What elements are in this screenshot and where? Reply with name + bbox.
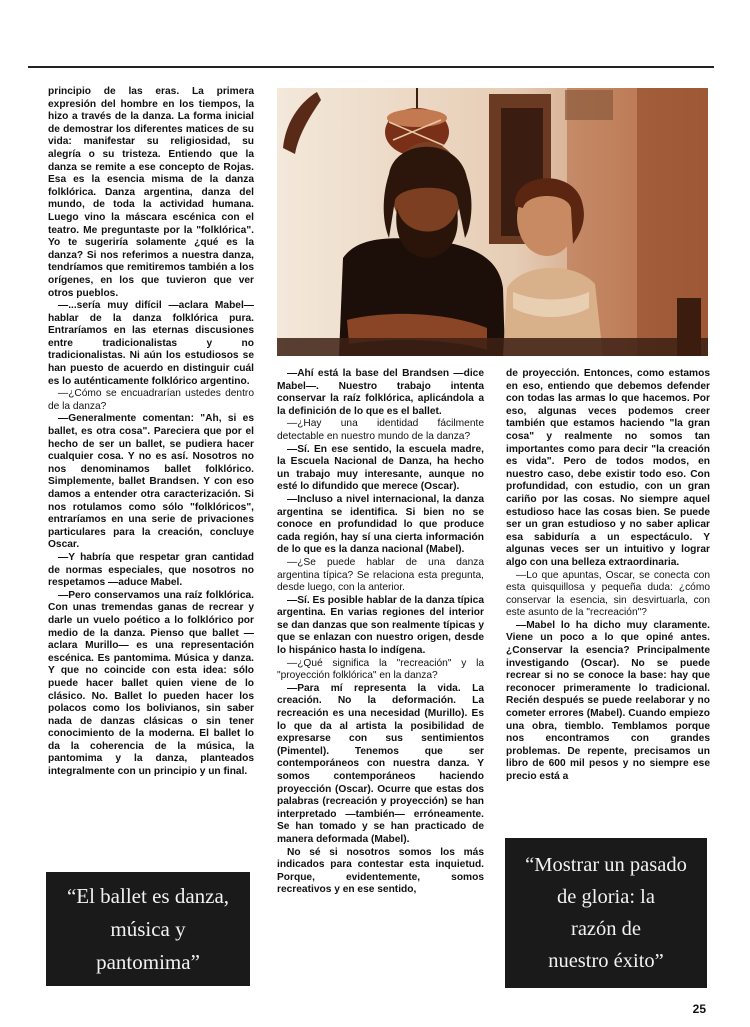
photo-image: [277, 88, 708, 356]
pull-quote-line: “El ballet es danza,: [66, 883, 230, 908]
pull-quote-line: nuestro éxito”: [548, 950, 664, 972]
paragraph: —Incluso a nivel internacional, la danza argentina se identifica. Si bien no se conoce en profundidad lo que produce cada región, hay sí una cierta información de lo que es la danza nacional (Mabel).: [277, 493, 484, 556]
paragraph: No sé si nosotros somos los más indicados para contestar esta inquietud. Porque, evidentemente, somos recreativos y en ese sentido,: [277, 846, 484, 896]
paragraph: —¿Se puede hablar de una danza argentina típica? Se relaciona esta pregunta, desde luego, con la anterior.: [277, 556, 484, 594]
paragraph: —Mabel lo ha dicho muy claramente. Viene un poco a lo que opiné antes. ¿Conservar la esencia? Principalmente investigando (Oscar). No se puede recrear si no se conoce la base: hay que reconocer primeramente lo tradicional. Recién después se puede reelaborar y no cometer errores (Mabel). Cuando empiezo una obra, tiemblo. Temblamos porque nos encontramos con grandes problemas. De repente, precisamos un libro de 600 mil pesos y no siempre ese precio está a: [506, 619, 710, 782]
paragraph: —Y habría que respetar gran cantidad de normas especiales, que nosotros no respetamos —aduce Mabel.: [48, 551, 254, 589]
paragraph: —Sí. En ese sentido, la escuela madre, la Escuela Nacional de Danza, ha hecho un trabajo muy interesante, aunque no esté lo difundido que merece (Oscar).: [277, 443, 484, 493]
pull-quote-line: razón de: [571, 918, 641, 940]
top-rule: [28, 66, 714, 68]
pull-quote-line: de gloria: la: [557, 886, 655, 908]
paragraph: —Sí. Es posible hablar de la danza típica argentina. En varias regiones del interior se dan danzas que son realmente típicas y que se enlazan con nuestro origen, desde lo hispánico hasta lo indígena.: [277, 594, 485, 657]
paragraph: —¿Qué significa la "recreación" y la "proyección folklórica" en la danza?: [277, 657, 484, 682]
paragraph: —Para mí representa la vida. La creación. No la deformación. La recreación es una necesidad (Murillo). Es lo que da al artista la posibilidad de expresarse con sus sentimientos (Pimentel). Tenemos que ser contemporáneos con nuestra danza. Y somos contemporáneos haciendo proyección (Oscar). Ocurre que estas dos palabras (recreación y proyección) se han interpretado —también— erróneamente. Se han tomado y se han practicado de manera deformada (Mabel).: [277, 682, 484, 845]
text-column-1: [48, 86, 254, 779]
paragraph: —Generalmente comentan: "Ah, si es ballet, es otra cosa". Pareciera que por el hecho de ser un ballet, se pudiera hacer cualquier cosa. Y no es así. Nosotros no nos denominamos ballet folklórico. Simplemente, ballet Brandsen. Y con eso damos a entender otra caracterización. Si nos rotulamos como sólo "folklóricos", entraríamos en una serie de privaciones particulares para la creación, concluye Oscar.: [48, 413, 254, 551]
paragraph: —...sería muy difícil —aclara Mabel— hablar de la danza folklórica pura. Entraríamos en las eternas discusiones entre tradicionalistas y no tradicionalistas. Ni aún los estudiosos se han puesto de acuerdo en distinguir cuál es lo auténticamente folklórico argentino.: [48, 300, 254, 387]
text-column-2: [277, 368, 484, 897]
pull-quote-line: “Mostrar un pasado: [525, 854, 687, 876]
paragraph: —Lo que apuntas, Oscar, se conecta con esta quisquillosa y pequeña duda: ¿cómo conservar la esencia, sin desvirtuarla, con este asunto de la "recreación"?: [506, 569, 710, 619]
paragraph: —Pero conservamos una raíz folklórica. Con unas tremendas ganas de recrear y darle un vuelo poético a lo folklórico por medio de la danza. Pienso que ballet —aclara Murillo— es una representación escénica. Es pantomima. Música y danza. Y que no coincide con esta idea: sólo puede hacer ballet quien viene de lo clásico. No. Ballet lo pueden hacer los polacos como los bolivianos, sin saber nada de danzas clásicas o sin tener conocimiento de la moderna. El ballet lo da la coherencia de la música, la pantomima y la danza, planteados integralmente con un principio y un final.: [48, 589, 254, 778]
paragraph: —¿Cómo se encuadrarían ustedes dentro de la danza?: [48, 388, 254, 412]
paragraph: principio de las eras. La primera expresión del hombre en los tiempos, la hizo a través de la danza. La forma inicial de demostrar los diferentes matices de su vida: manifestar su religiosidad, su alegría o su tristeza. Entiendo que la danza se remite a ese concepto de Rojas. Esa es la esencia misma de la danza folklórica. Danza argentina, danza del mundo, de toda la actividad humana. Luego vino la máscara escénica con el teatro. Me preguntaste por la "folklórica". Yo te sugeriría solamente ¿qué es la danza? Si nos referimos a nuestra danza, tendríamos que remitiremos también a los orígenes, en los que tuvieron que ver otros pueblos.: [48, 86, 254, 299]
paragraph: —¿Hay una identidad fácilmente detectable en nuestro mundo de la danza?: [277, 418, 484, 442]
paragraph: de proyección. Entonces, como estamos en eso, entiendo que debemos defender con todas las armas lo que hacemos. Por eso, algunas veces podemos creer también que estamos haciendo "la gran cosa" y realmente no somos tan importantes como para decir "la creación es vida". Pero de todos modos, en nuestro caso, debe existir todo eso. Con profundidad, con estudio, con un gran cariño por las cosas. No siempre aquel estudioso hace las cosas bien. Se puede ser un gran estudioso y no saber aplicar esa sabiduría a un espectáculo. Y algunas veces ser un intuitivo y lograr algo con una belleza extraordinaria.: [506, 368, 710, 568]
photo-dancers: [277, 88, 708, 356]
pull-quote-ballet: [46, 872, 250, 986]
page-number: 25: [692, 1002, 706, 1016]
pull-quote-line: música y: [110, 916, 186, 941]
pull-quote-gloria: [505, 838, 707, 988]
paragraph: —Ahí está la base del Brandsen —dice Mabel—. Nuestro trabajo intenta conservar la raíz folklórica, aplicándola a la definición de lo que es el ballet.: [277, 368, 484, 417]
pull-quote-line: pantomima”: [96, 949, 200, 974]
text-column-3: [506, 368, 710, 784]
